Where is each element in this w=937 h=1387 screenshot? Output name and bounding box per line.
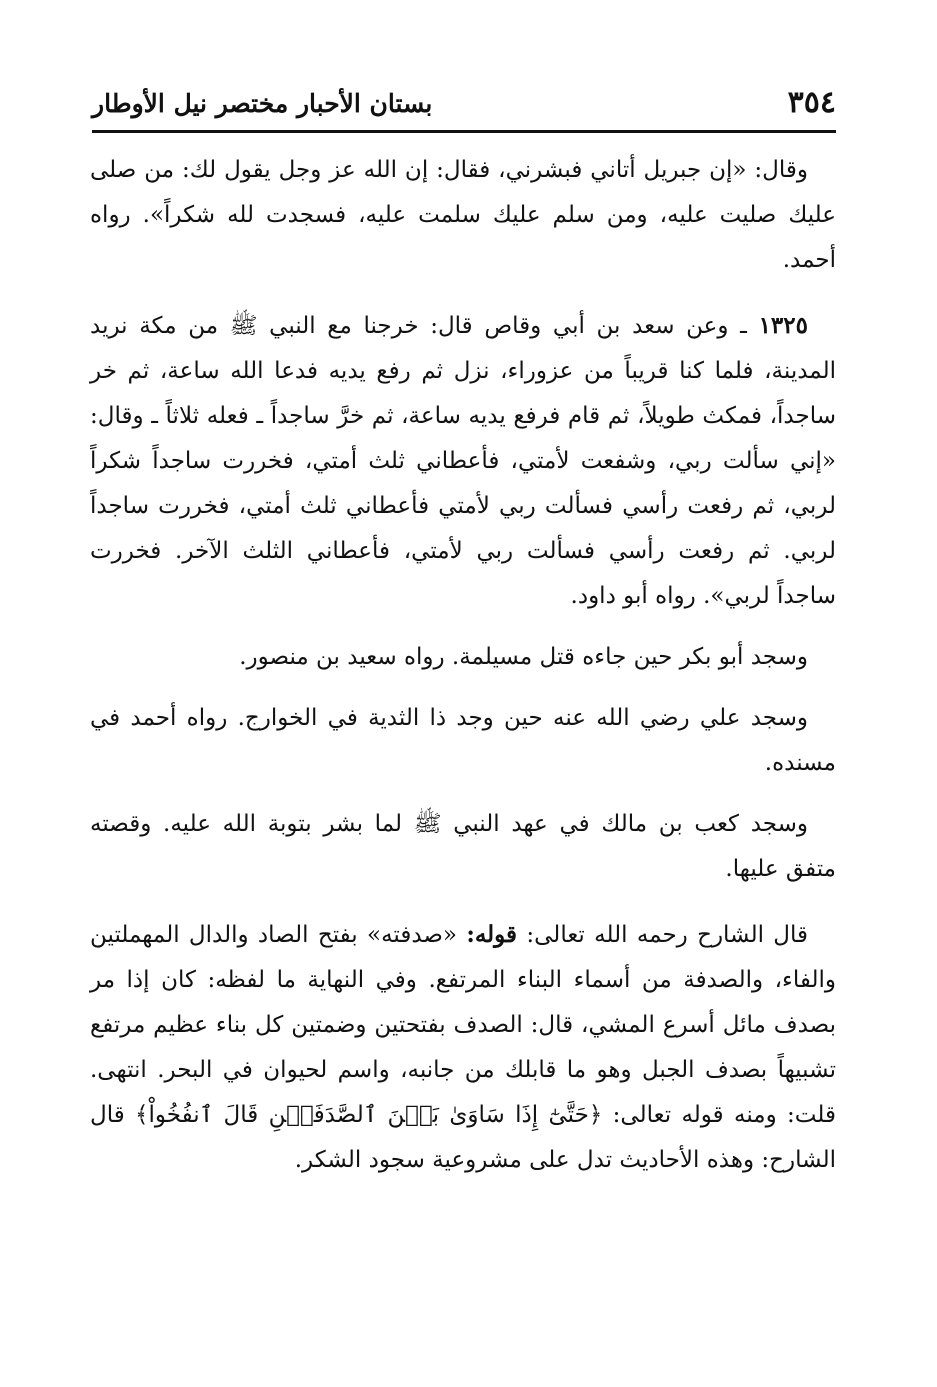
page-body — [90, 148, 836, 1199]
commentary-keyword: قوله: — [466, 921, 518, 948]
commentary-text: «صدفته» بفتح الصاد والدال المهملتين والفاء، والصدفة من أسماء البناء المرتفع. وفي النهاية ما لفظه: كان إذا مر بصدف مائل أسرع المشي، قال: الصدف بفتحتين وضمتين كل بناء عظيم مرتفع تشبيهاً بصدف الجبل وهو ما قابلك من جانبه، واسم لحيوان في البحر. انتهى. قلت: ومنه قوله تعالى: ﴿حَتَّىٰٓ إِذَا سَاوَىٰ بَيۡنَ ٱلصَّدَفَيۡنِ قَالَ ٱنفُخُواْ﴾ قال الشارح: وهذه الأحاديث تدل على مشروعية سجود الشكر. — [90, 922, 836, 1173]
paragraph-kaab: وسجد كعب بن مالك في عهد النبي ﷺ لما بشر بتوبة الله عليه. وقصته متفق عليها. — [90, 811, 836, 882]
book-title: بستان الأحبار مختصر نيل الأوطار — [92, 89, 433, 118]
commentary-lead: قال الشارح رحمه الله تعالى: — [517, 922, 809, 948]
hadith-text: ـ وعن سعد بن أبي وقاص قال: خرجنا مع النبي ﷺ من مكة نريد المدينة، فلما كنا قريباً من عزوراء، نزل ثم رفع يديه فدعا الله ساعة، ثم خر ساجداً، فمكث طويلاً، ثم قام فرفع يديه ساعة، ثم خرَّ ساجداً ـ فعله ثلاثاً ـ وقال: «إني سألت ربي، وشفعت لأمتي، فأعطاني ثلث أمتي، فخررت ساجداً شكراً لربي، ثم رفعت رأسي فسألت ربي لأمتي فأعطاني ثلث أمتي، فخررت ساجداً لربي. ثم رفعت رأسي فسألت ربي لأمتي، فأعطاني الثلث الآخر. فخررت ساجداً لربي». رواه أبو داود. — [90, 313, 836, 609]
hadith-number: ١٣٢٥ — [758, 312, 808, 339]
paragraph-1: وقال: «إن جبريل أتاني فبشرني، فقال: إن الله عز وجل يقول لك: من صلى عليك صليت عليه، ومن سلم عليك سلمت عليه، فسجدت لله شكراً». رواه أحمد. — [90, 157, 836, 273]
paragraph-abu-bakr: وسجد أبو بكر حين جاءه قتل مسيلمة. رواه سعيد بن منصور. — [239, 644, 808, 670]
page-header — [92, 84, 836, 133]
paragraph-hadith-1325 — [90, 303, 836, 619]
paragraph-commentary — [90, 912, 836, 1183]
paragraph-ali: وسجد علي رضي الله عنه حين وجد ذا الثدية في الخوارج. رواه أحمد في مسنده. — [90, 705, 836, 776]
page-number: ٣٥٤ — [787, 85, 836, 120]
